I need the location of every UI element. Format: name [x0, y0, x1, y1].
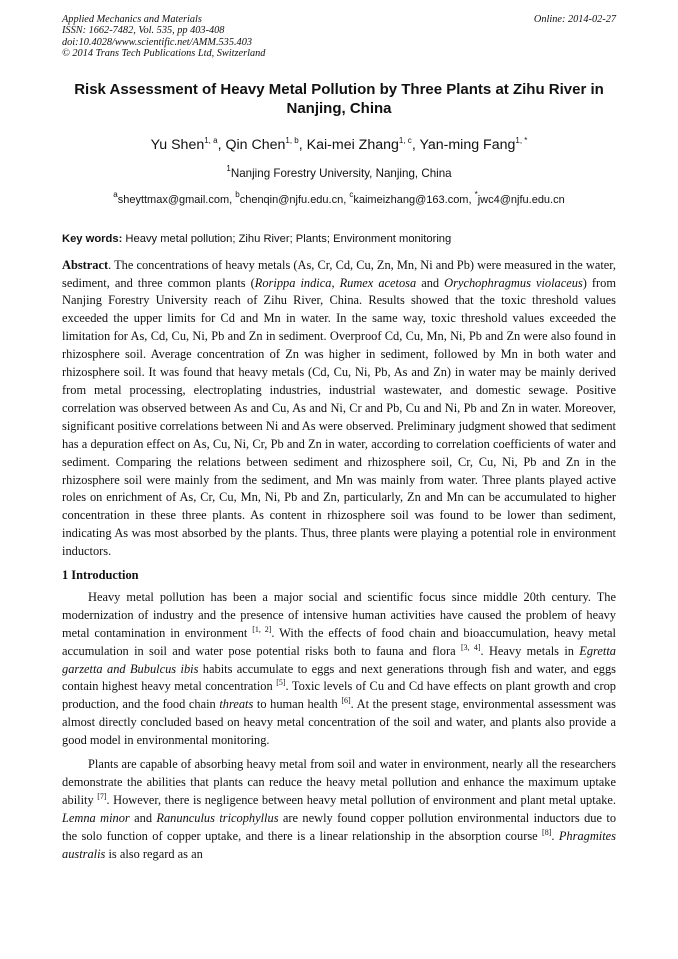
abstract-text: . The concentrations of heavy metals (As, Cr, Cd, Cu, Zn, Mn, Ni and Pb) were measured in the water, sediment, and three common plants ( — [62, 257, 616, 290]
italic-text: threats — [219, 697, 254, 712]
journal-header — [62, 14, 616, 60]
email-sup: b — [235, 189, 240, 199]
copyright-line: © 2014 Trans Tech Publications Ltd, Switzerland — [62, 48, 266, 60]
email-sup: * — [474, 189, 478, 199]
abstract-text: ) from Nanjing Forestry University reach of Zihu River, China. Results showed that the toxic threshold values exceeded the upper limits for Cd and Mn in water. In the same way, toxic threshold values exceeded the limitation for As, Cd, Cu, Ni, Pb and Zn in sediment. Overproof Cd, Cu, Mn, Ni, Pb and Zn were also found in rhizosphere soil. Average concentration of Zn was higher in sediment, followed by Mn in both water and rhizosphere soil. It was found that heavy metals (Cd, Cu, Ni, Pb, As and Zn) in water may be mainly derived from metal processing, electroplating industries, industrial wastewater, and domestic sewage. Positive correlation was observed between As and Cu, As and Ni, Cr and Pb, Cu and Ni, Pb and Zn in water. Moreover, significant positive correlations between Ni and As were observed. Preliminary judgment showed that sediment has a depuration effect on As, Cu, Ni, Cr, Pb and Zn in water, according to correlation coefficients of water and sediment. Comparing the relations between sediment and rhizosphere soil, Cr, Cu, Ni, Pb and Zn in the rhizosphere soil were mainly from the sediment, and Mn was mainly from water. Three plants played active roles on enrichment of As, Cr, Cu, Mn, Ni, Pb and Zn, particularly, Zn and Mn can be accumulated to higher concentration in these three plants. As content in rhizosphere soil was found to be lower than sediment, indicating As was most absorbed by the plants. Thus, three plants were playing a potential role in environment inductors. — [62, 275, 617, 559]
species-name: Egretta garzetta and Bubulcus ibis — [62, 643, 617, 676]
author-name: Yan-ming Fang — [419, 136, 516, 153]
email-sup: a — [113, 189, 118, 199]
species-name: Lemna minor — [62, 810, 130, 825]
author-name: Kai-mei Zhang — [306, 136, 399, 153]
species-name: Phragmites australis — [62, 828, 616, 861]
affiliation-text: Nanjing Forestry University, Nanjing, China — [230, 166, 452, 180]
email-link[interactable]: chenqin@njfu.edu.cn — [239, 193, 344, 206]
species-name: Orychophragmus violaceus — [444, 275, 583, 290]
paragraph-text: . — [551, 828, 559, 843]
issn-line: ISSN: 1662-7482, Vol. 535, pp 403-408 — [62, 25, 225, 37]
citation-ref[interactable]: [7] — [97, 791, 107, 801]
paragraph-text: are newly found copper pollution environmental inductors due to the solo function of copper uptake, and there is a linear relationship in the absorption course — [62, 810, 617, 843]
abstract-text: , — [331, 275, 340, 290]
email-link[interactable]: jwc4@njfu.edu.cn — [477, 193, 565, 206]
intro-paragraph-2 — [62, 756, 616, 863]
section-heading: 1 Introduction — [62, 568, 139, 583]
author-sup: 1, b — [285, 135, 299, 145]
affiliation — [62, 163, 616, 180]
email-sup: c — [349, 189, 354, 199]
keywords-label: Key words: — [62, 232, 123, 245]
abstract-label: Abstract — [62, 257, 109, 272]
author-name: Qin Chen — [225, 136, 286, 153]
paragraph-text: . With the effects of food chain and bioaccumulation, heavy metal accumulation in soil and water pose potential risks both to fauna and flora — [62, 625, 617, 658]
paper-title: Risk Assessment of Heavy Metal Pollution by Three Plants at Zihu River in Nanjing, China — [74, 80, 604, 117]
paragraph-text: . Toxic levels of Cu and Cd have effects on plant growth and crop production, and the food chain — [62, 679, 616, 712]
abstract — [62, 257, 616, 561]
author-sup: 1, * — [515, 135, 528, 145]
paragraph-text: habits accumulate to eggs and next generations through fish and water, and eggs contain highest heavy metal concentration — [62, 661, 616, 694]
author-list: Yu Shen$^{1, a}$, Qin Chen$^{1, b}$, Kai-mei Zhang$^{1, c}$, Yan-ming Fang$^{1, *}$ — [150, 135, 528, 153]
abstract-text: and — [416, 275, 445, 290]
email-list: $^a$sheyttmax@gmail.com, $^b$chenqin@njfu.edu.cn, $^c$kaimeizhang@163.com, *jwc4@njfu.edu.cn — [113, 189, 565, 206]
email-link[interactable]: sheyttmax@gmail.com — [117, 193, 230, 206]
paragraph-text: . However, there is negligence between heavy metal pollution of environment and plant metal uptake. — [106, 792, 616, 807]
email-link[interactable]: kaimeizhang@163.com — [353, 193, 469, 206]
paragraph-text: . At the present stage, environmental assessment was almost directly concluded based on heavy metal concentration of the soil and water, and plants also provide a good model in environmental monitoring. — [62, 697, 616, 748]
affiliation-sup: 1 — [226, 163, 231, 173]
author-sup: 1, c — [398, 135, 412, 145]
online-date: Online: 2014-02-27 — [533, 14, 616, 25]
paragraph-text: is also regard as an — [105, 846, 203, 861]
paragraph-text: to human health — [253, 697, 342, 712]
citation-ref[interactable]: [3, 4] — [460, 642, 481, 652]
species-name: Rumex acetosa — [339, 275, 417, 290]
citation-ref[interactable]: [1, 2] — [252, 624, 272, 634]
keywords-text: Heavy metal pollution; Zihu River; Plants; Environment monitoring — [125, 232, 452, 245]
author-name: Yu Shen — [150, 136, 205, 153]
journal-name: Applied Mechanics and Materials — [62, 14, 202, 25]
author-sup: 1, a — [204, 135, 218, 145]
doi-line: doi:10.4028/www.scientific.net/AMM.535.403 — [62, 36, 252, 48]
paragraph-text: Heavy metal pollution has been a major social and scientific focus since middle 20th century. The modernization of industry and the presence of intensive human activities have caused the problem of heavy metal contamination in environment — [62, 589, 616, 640]
species-name: Rorippa indica — [254, 275, 332, 290]
citation-ref[interactable]: [5] — [276, 678, 286, 688]
paragraph-text: . Heavy metals in — [480, 643, 580, 658]
keywords — [62, 233, 616, 245]
species-name: Ranunculus tricophyllus — [156, 810, 279, 825]
paragraph-text: Plants are capable of absorbing heavy metal from soil and water in environment, nearly all the researchers demonstrate the abilities that plants can reduce the heavy metal pollution and enhance the maximum uptake ability — [62, 757, 616, 807]
citation-ref[interactable]: [8] — [542, 827, 552, 837]
intro-paragraph-1 — [62, 589, 616, 750]
citation-ref[interactable]: [6] — [341, 696, 351, 706]
paragraph-text: and — [129, 810, 157, 825]
